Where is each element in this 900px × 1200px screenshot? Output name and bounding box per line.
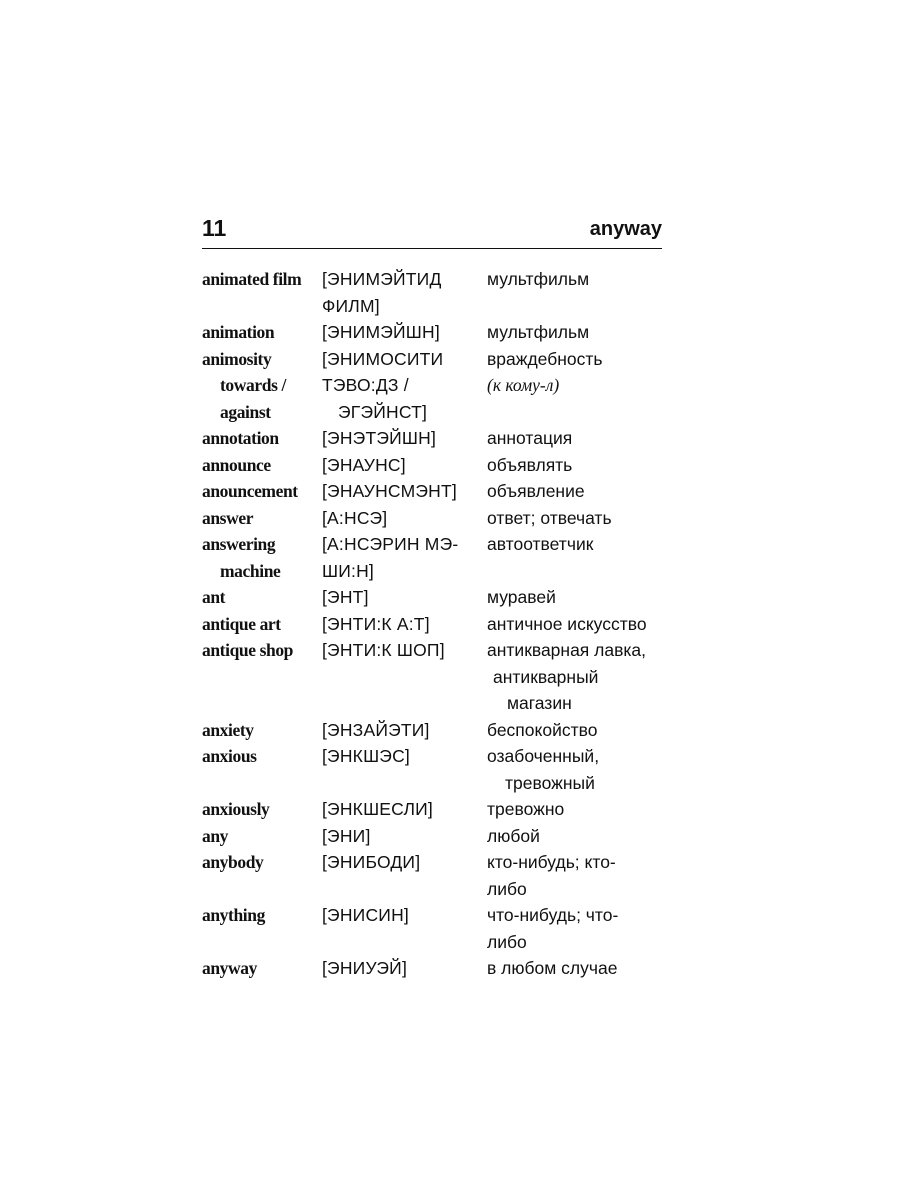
entry-announce [202,452,672,479]
entry-translation: объявлять [487,454,573,475]
entry-anybody [202,849,672,902]
entry-animated-film [202,266,672,319]
entry-translation: что-нибудь; что- либо [487,905,619,952]
entry-translation: озабоченный, тревожный [487,746,600,793]
entry-term: antique shop [202,640,294,660]
entry-ant [202,584,672,611]
entry-pronunciation: [ЭНИМЭЙШН] [322,322,440,342]
entry-pronunciation: [ЭНИБОДИ] [322,852,421,872]
entry-term: anything [202,905,265,925]
entry-term: answering machine [202,534,281,581]
entry-term: anybody [202,852,264,872]
entry-pronunciation: [А:НСЭРИН МЭ- ШИ:Н] [322,534,459,581]
entry-pronunciation: [А:НСЭ] [322,507,388,528]
entry-translation: любой [487,825,540,846]
entry-translation: антикварная лавка, антикварный магазин [487,640,647,713]
entry-translation: беспокойство [487,719,598,740]
entry-anyway [202,955,672,982]
entry-pronunciation: [ЭНТ] [322,587,369,607]
entry-pronunciation: [ЭНЗАЙЭТИ] [322,719,430,740]
entry-term: ant [202,587,226,607]
entry-translation: объявление [487,481,585,501]
entry-term: antique art [202,613,281,634]
entry-annotation [202,425,672,452]
entry-pronunciation: [ЭНАУНСМЭНТ] [322,481,457,501]
entry-term: animosity towards / against [202,348,286,422]
entry-translation: аннотация [487,428,573,448]
dictionary-entries [202,266,672,982]
entry-pronunciation: [ЭНАУНС] [322,454,406,475]
entry-translation: тревожно [487,799,565,819]
entry-translation: мультфильм [487,322,590,342]
entry-pronunciation: [ЭНКШЭС] [322,746,410,766]
entry-animosity [202,346,672,426]
entry-animation [202,319,672,346]
entry-translation: мультфильм [487,269,590,289]
entry-answering-machine [202,531,672,584]
entry-pronunciation: [ЭНТИ:К А:Т] [322,613,430,634]
header-rule [202,248,662,249]
entry-translation: античное искусство [487,613,647,634]
entry-translation: ответ; отвечать [487,507,612,528]
entry-pronunciation: [ЭНИМЭЙТИД ФИЛМ] [322,269,442,316]
entry-antique-art [202,611,672,638]
entry-pronunciation: [ЭНИМОСИТИ ТЭВО:ДЗ / ЭГЭЙНСТ] [322,348,444,422]
entry-pronunciation: [ЭНКШЕСЛИ] [322,799,433,819]
entry-anything [202,902,672,955]
entry-term: anxiously [202,799,270,819]
entry-term: answer [202,507,254,528]
entry-translation: кто-нибудь; кто- либо [487,852,616,899]
entry-pronunciation: [ЭНИ] [322,825,371,846]
entry-term: anyway [202,958,257,978]
entry-pronunciation: [ЭНЭТЭЙШН] [322,428,437,448]
running-head: anyway [589,218,662,240]
entry-translation: враждебность (к кому-л) [487,348,603,395]
entry-anxiously [202,796,672,823]
entry-pronunciation: [ЭНТИ:К ШОП] [322,640,445,660]
entry-antique-shop [202,637,672,717]
page-header [202,214,662,248]
entry-term: annotation [202,428,279,448]
entry-anxious [202,743,672,796]
entry-term: animated film [202,269,302,289]
page-number: 11 [202,215,227,241]
entry-term: anxiety [202,719,254,740]
entry-term: any [202,825,229,846]
entry-translation: в любом случае [487,958,618,978]
entry-term: animation [202,322,275,342]
entry-term: anouncement [202,481,298,501]
entry-answer [202,505,672,532]
entry-term: announce [202,454,271,475]
entry-pronunciation: [ЭНИСИН] [322,905,409,925]
entry-any [202,823,672,850]
entry-translation: автоответчик [487,534,594,554]
entry-term: anxious [202,746,257,766]
entry-anouncement [202,478,672,505]
entry-translation: муравей [487,587,556,607]
entry-anxiety [202,717,672,744]
entry-pronunciation: [ЭНИУЭЙ] [322,958,408,978]
